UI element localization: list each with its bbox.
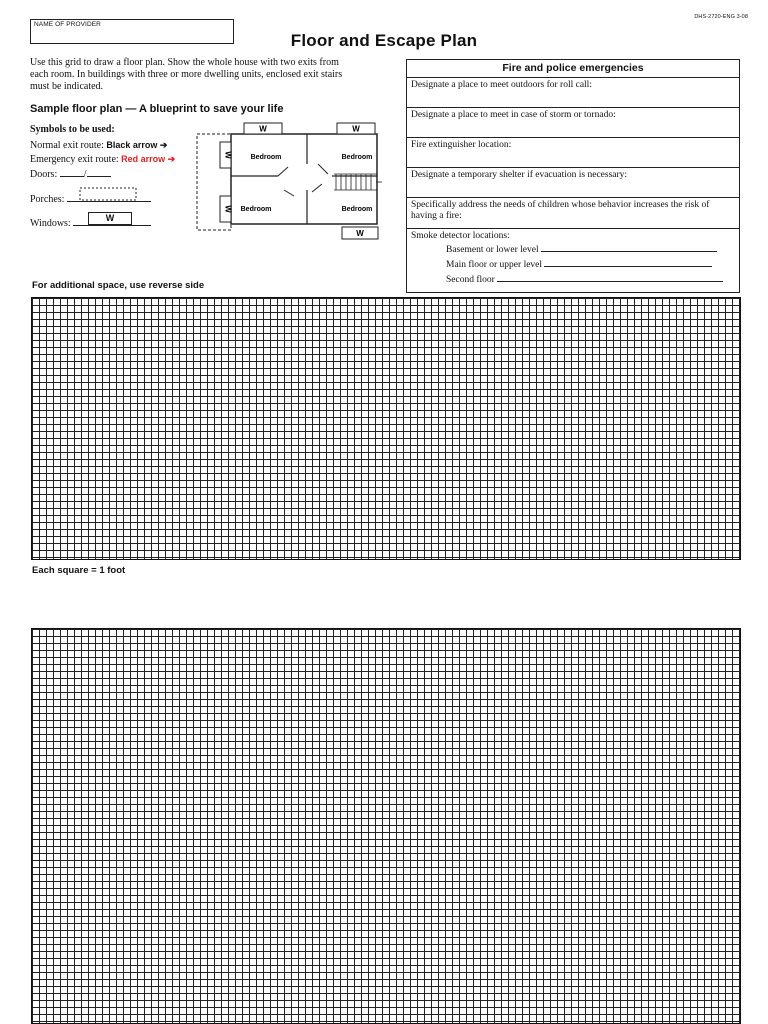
- window-symbol-icon: W: [88, 212, 132, 225]
- children-needs-field[interactable]: Specifically address the needs of children whose behavior increases the risk of having a fire:: [407, 198, 739, 229]
- smoke-detector-section: [407, 229, 739, 293]
- normal-exit-value: Black arrow ➔: [106, 140, 168, 150]
- storm-meeting-field[interactable]: Designate a place to meet in case of storm or tornado:: [407, 108, 739, 138]
- form-code: DHS-2720-ENG 3-08: [694, 14, 748, 20]
- plan-window-bottom-right: W: [356, 229, 364, 238]
- roll-call-field[interactable]: Designate a place to meet outdoors for roll call:: [407, 78, 739, 108]
- sample-floor-plan-diagram: [196, 120, 406, 244]
- porch-symbol-icon: [79, 186, 151, 203]
- smoke-second-blank[interactable]: [497, 272, 723, 282]
- doors-blank-left: [60, 167, 84, 177]
- smoke-second-line[interactable]: [411, 272, 735, 289]
- smoke-basement-label: Basement or lower level: [446, 245, 539, 255]
- plan-room-bottom-left: Bedroom: [240, 206, 272, 213]
- emergency-exit-label: Emergency exit route:: [30, 154, 119, 165]
- emergencies-panel-title: Fire and police emergencies: [407, 60, 739, 78]
- provider-name-label: NAME OF PROVIDER: [34, 21, 101, 28]
- plan-room-top-left: Bedroom: [250, 154, 282, 161]
- doors-separator: /: [83, 169, 87, 180]
- smoke-detector-title: Smoke detector locations:: [411, 231, 510, 241]
- temporary-shelter-field[interactable]: Designate a temporary shelter if evacuation is necessary:: [407, 168, 739, 198]
- plan-room-top-right: Bedroom: [341, 154, 373, 161]
- emergency-exit-value: Red arrow ➔: [121, 154, 176, 164]
- floor-plan-grid-upper[interactable]: [31, 297, 741, 560]
- plan-window-left-bottom: W: [223, 205, 233, 213]
- plan-window-top-right: W: [352, 124, 360, 134]
- fire-police-emergencies-panel: [406, 59, 740, 293]
- plan-window-left-top: W: [223, 151, 233, 159]
- doors-label: Doors:: [30, 169, 58, 180]
- doors-blank-right: [87, 167, 111, 177]
- additional-space-note: For additional space, use reverse side: [32, 280, 205, 291]
- extinguisher-location-field[interactable]: Fire extinguisher location:: [407, 138, 739, 168]
- smoke-second-label: Second floor: [446, 275, 495, 285]
- porches-label: Porches:: [30, 194, 65, 205]
- normal-exit-label: Normal exit route:: [30, 140, 104, 151]
- symbol-doors: [30, 167, 111, 181]
- page-title: Floor and Escape Plan: [290, 31, 478, 50]
- plan-room-bottom-right: Bedroom: [341, 206, 373, 213]
- grid-scale-note: Each square = 1 foot: [32, 565, 126, 576]
- smoke-basement-blank[interactable]: [541, 242, 717, 252]
- intro-text: Use this grid to draw a floor plan. Show the whole house with two exits from each room. In buildings with three or more dwelling units, enclosed exit stairs must be indicated.: [30, 57, 343, 92]
- symbol-normal-exit: [30, 139, 167, 152]
- smoke-main-blank[interactable]: [544, 257, 712, 267]
- symbol-emergency-exit: [30, 153, 175, 166]
- floor-plan-grid-lower[interactable]: [31, 628, 741, 1024]
- plan-window-top-left: W: [259, 124, 267, 134]
- windows-label: Windows:: [30, 218, 71, 229]
- sample-floor-plan-heading: Sample floor plan — A blueprint to save your life: [30, 103, 284, 115]
- symbols-title: Symbols to be used:: [30, 124, 115, 135]
- smoke-main-label: Main floor or upper level: [446, 260, 543, 270]
